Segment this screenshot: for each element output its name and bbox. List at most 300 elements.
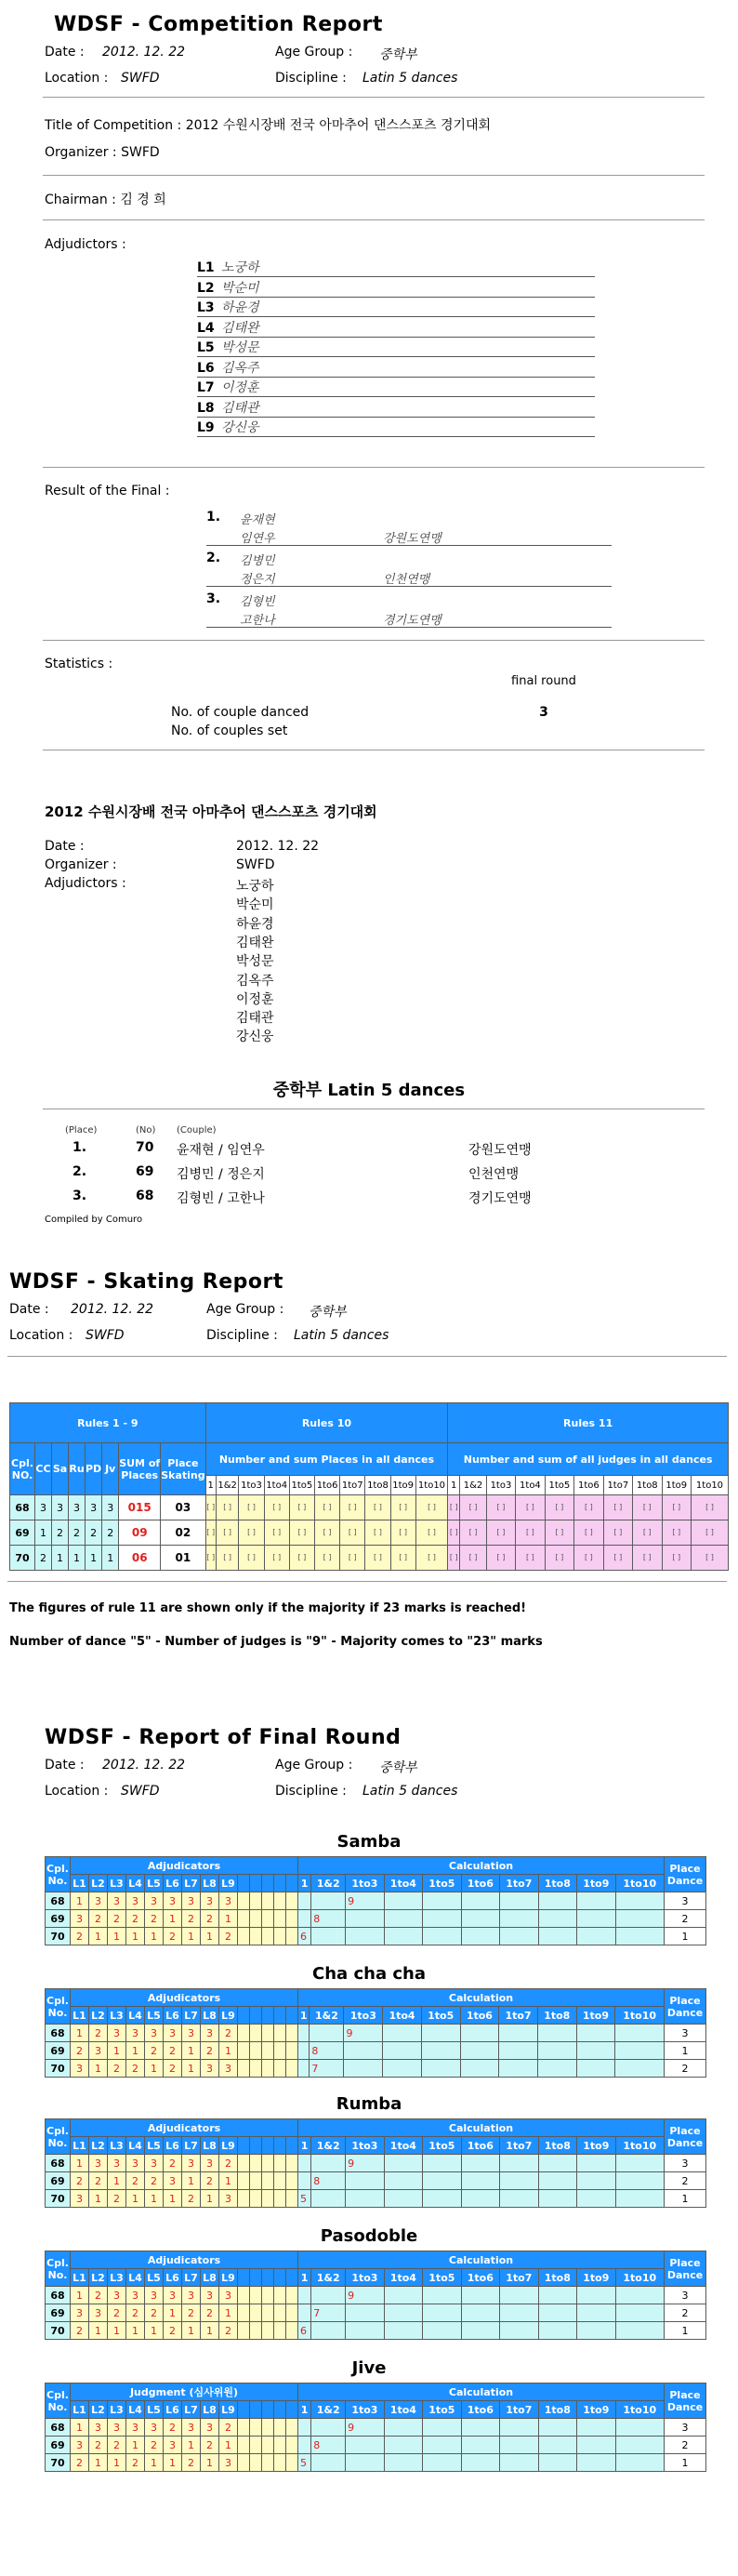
dance-row	[46, 2060, 706, 2078]
judge-mark: 1	[108, 2172, 126, 2190]
skating-dance-header: Ru	[69, 1443, 86, 1495]
rule10-cell: [ ]	[264, 1546, 289, 1571]
calc-col-header: 1to8	[538, 1875, 576, 1892]
calc-cell	[311, 2155, 346, 2172]
final-location-value: SWFD	[121, 1784, 160, 1799]
place-dance: 1	[665, 2042, 706, 2060]
judge-col-header: L4	[126, 2401, 145, 2419]
calc-cell	[298, 2042, 310, 2060]
result-club: 인천연맹	[383, 573, 430, 587]
calculation-header: Calculation	[298, 2383, 665, 2401]
skating-age-label: Age Group :	[206, 1302, 284, 1317]
calc-cell	[615, 2304, 664, 2322]
final-age-label: Age Group :	[275, 1758, 353, 1773]
judge-mark-empty	[250, 2190, 262, 2208]
calc-cell	[298, 2287, 311, 2304]
calc-cell	[460, 2025, 499, 2042]
calc-col-header: 1to9	[577, 2137, 615, 2155]
rule11-cell: [ ]	[692, 1520, 729, 1546]
judge-mark-empty	[250, 2287, 262, 2304]
rule10-col-header: 1to3	[239, 1476, 264, 1495]
rule10-cell: [ ]	[239, 1495, 264, 1520]
judge-col-header: L2	[89, 2401, 108, 2419]
judge-col-header: L4	[126, 2137, 145, 2155]
rule11-cell: [ ]	[460, 1520, 487, 1546]
summary-col-couple: (Couple)	[177, 1125, 217, 1135]
cpl-no: 68	[46, 1892, 71, 1910]
calc-cell	[423, 2287, 461, 2304]
summary-number: 70	[136, 1140, 154, 1155]
rule11-cell: [ ]	[574, 1520, 603, 1546]
skating-dance-place: 2	[35, 1546, 52, 1571]
summary-adjudicator-name: 노궁하	[236, 879, 274, 894]
calc-cell	[298, 1910, 311, 1928]
summary-organizer-value: SWFD	[236, 857, 275, 872]
result-place: 3.	[206, 591, 221, 606]
calc-cell	[346, 2172, 384, 2190]
summary-club: 강원도연맹	[468, 1143, 532, 1158]
judge-mark-empty	[274, 2042, 286, 2060]
skating-dance-place: 3	[52, 1495, 69, 1520]
calc-col-header: 1to9	[577, 2269, 615, 2287]
calc-cell	[423, 2190, 461, 2208]
judge-mark-empty	[262, 1892, 274, 1910]
calc-cell	[615, 2190, 664, 2208]
calc-col-header: 1to4	[384, 1875, 422, 1892]
judge-mark: 1	[89, 2060, 108, 2078]
judge-col-header: L5	[145, 2007, 164, 2025]
place-dance-header: Place Dance	[665, 1857, 706, 1892]
judge-mark-empty	[274, 1928, 286, 1945]
skating-cpl-no: 68	[10, 1495, 35, 1520]
calc-cell	[499, 2025, 538, 2042]
judge-mark: 3	[108, 2025, 126, 2042]
competition-report-title: WDSF - Competition Report	[54, 13, 383, 36]
judge-mark-empty	[250, 2454, 262, 2472]
judge-mark: 1	[145, 2454, 164, 2472]
judge-col-header: L4	[126, 1875, 145, 1892]
judge-mark-empty	[250, 2025, 262, 2042]
judge-mark-empty	[286, 2025, 298, 2042]
summary-number: 68	[136, 1188, 154, 1203]
judge-col-header: L7	[182, 2401, 201, 2419]
calc-cell	[538, 2304, 576, 2322]
date-value: 2012. 12. 22	[102, 45, 186, 60]
judge-mark: 2	[108, 2304, 126, 2322]
calc-col-header: 1to10	[615, 1875, 664, 1892]
judge-mark-empty	[238, 2155, 250, 2172]
result-lady: 고한나	[240, 614, 275, 628]
summary-adjudicator-name: 김태관	[236, 1011, 274, 1027]
calc-cell	[500, 2190, 538, 2208]
calc-value: 8	[311, 2172, 346, 2190]
adjudicator-name: 김태관	[221, 400, 259, 416]
calc-cell	[423, 2454, 461, 2472]
cpl-no-header: Cpl. No.	[46, 2119, 71, 2155]
calc-cell	[537, 2025, 576, 2042]
summary-col-no: (No)	[136, 1125, 156, 1135]
rule11-cell: [ ]	[516, 1546, 545, 1571]
adjudicator-row	[197, 318, 595, 338]
judge-mark: 3	[219, 2060, 238, 2078]
calc-col-header: 1to6	[461, 2137, 499, 2155]
final-discipline-value: Latin 5 dances	[362, 1784, 458, 1799]
rule11-cell: [ ]	[448, 1546, 460, 1571]
calc-col-header: 1to4	[383, 2007, 422, 2025]
judge-mark: 2	[219, 2025, 238, 2042]
summary-adjudicator-name: 이정훈	[236, 991, 274, 1007]
judge-mark-empty	[238, 2304, 250, 2322]
place-dance-header: Place Dance	[665, 2251, 706, 2287]
calc-cell	[577, 2155, 615, 2172]
judge-mark: 2	[201, 2042, 219, 2060]
judge-mark: 3	[126, 2155, 145, 2172]
result-club: 경기도연맹	[383, 614, 441, 628]
place-dance: 1	[665, 2322, 706, 2340]
rule11-cell: [ ]	[692, 1495, 729, 1520]
skating-dance-place: 1	[102, 1546, 119, 1571]
judge-col-header: L9	[219, 2401, 238, 2419]
rule11-cell: [ ]	[486, 1546, 515, 1571]
calc-cell	[423, 2155, 461, 2172]
discipline-value: Latin 5 dances	[362, 71, 458, 86]
adjudicator-code: L1	[197, 260, 215, 275]
rule10-cell: [ ]	[289, 1495, 314, 1520]
calc-cell	[344, 2042, 383, 2060]
judge-mark: 1	[164, 2454, 182, 2472]
judge-mark: 1	[126, 2042, 145, 2060]
calc-col-header: 1&2	[310, 2007, 344, 2025]
adjudicator-name: 김태완	[221, 320, 259, 336]
calc-value: 8	[310, 2042, 344, 2060]
judge-col-header: L1	[71, 2137, 89, 2155]
judge-mark: 1	[89, 1928, 108, 1945]
judge-col-empty	[238, 2137, 250, 2155]
judge-mark-empty	[262, 1928, 274, 1945]
dance-row	[46, 2437, 706, 2454]
skating-sum-places: 015	[119, 1495, 161, 1520]
skating-dance-place: 2	[102, 1520, 119, 1546]
calc-col-header: 1to4	[384, 2269, 422, 2287]
calc-col-header: 1to6	[461, 1875, 499, 1892]
judge-mark: 1	[219, 2172, 238, 2190]
rule10-cell: [ ]	[390, 1520, 415, 1546]
rule10-col-header: 1to8	[365, 1476, 390, 1495]
judge-mark-empty	[274, 2155, 286, 2172]
judge-mark: 1	[182, 2172, 201, 2190]
calc-cell	[311, 2190, 346, 2208]
judge-mark: 1	[201, 2322, 219, 2340]
skating-note-majority: Number of dance "5" - Number of judges is "9" - Majority comes to "23" marks	[9, 1635, 543, 1649]
calc-cell	[538, 1910, 576, 1928]
statistics-label: Statistics :	[45, 657, 113, 671]
chairman: Chairman : 김 경 희	[45, 193, 166, 207]
judge-col-empty	[250, 1875, 262, 1892]
judge-mark: 1	[89, 2454, 108, 2472]
calc-value: 9	[346, 2155, 384, 2172]
judge-mark: 1	[182, 2042, 201, 2060]
calc-cell	[577, 2190, 615, 2208]
skating-cpl-header: Cpl. NO.	[10, 1443, 35, 1495]
judge-mark-empty	[286, 2454, 298, 2472]
judge-mark: 3	[219, 1892, 238, 1910]
rule10-cell: [ ]	[239, 1546, 264, 1571]
adjudicator-name: 강신웅	[221, 420, 259, 435]
calc-value: 9	[346, 1892, 384, 1910]
calc-col-header: 1to10	[615, 2269, 664, 2287]
dance-row	[46, 2454, 706, 2472]
calc-cell	[423, 2437, 461, 2454]
judge-mark-empty	[262, 2454, 274, 2472]
stats-couples-set-value: 3	[539, 705, 548, 720]
skating-row	[10, 1495, 729, 1520]
skating-place-header: Place Skating	[161, 1443, 205, 1495]
calc-col-header: 1to4	[384, 2137, 422, 2155]
judge-mark: 2	[126, 2060, 145, 2078]
calc-cell	[500, 2419, 538, 2437]
summary-club: 경기도연맹	[468, 1191, 532, 1206]
calc-cell	[298, 2172, 311, 2190]
judge-col-header: L2	[89, 1875, 108, 1892]
calc-cell	[615, 2155, 664, 2172]
judge-col-header: L6	[164, 2269, 182, 2287]
adjudicators-header: Adjudicators	[71, 2251, 298, 2269]
dance-row	[46, 2419, 706, 2437]
skating-dance-place: 3	[102, 1495, 119, 1520]
judge-mark: 1	[71, 2419, 89, 2437]
skating-place: 03	[161, 1495, 205, 1520]
calc-cell	[500, 1928, 538, 1945]
rule10-cell: [ ]	[205, 1495, 216, 1520]
judge-mark: 3	[219, 2190, 238, 2208]
judge-mark-empty	[250, 2042, 262, 2060]
place-dance: 2	[665, 1910, 706, 1928]
judge-mark: 2	[89, 2025, 108, 2042]
organizer: Organizer : SWFD	[45, 145, 160, 160]
judge-mark: 3	[164, 2172, 182, 2190]
adjudicator-row	[197, 338, 595, 357]
judge-mark-empty	[286, 2060, 298, 2078]
calc-col-header: 1to5	[423, 2401, 461, 2419]
judge-mark: 1	[164, 2190, 182, 2208]
calc-col-header: 1to6	[461, 2401, 499, 2419]
judge-col-empty	[250, 2401, 262, 2419]
rule11-cell: [ ]	[448, 1520, 460, 1546]
judge-mark: 3	[219, 2287, 238, 2304]
calc-cell	[384, 2287, 422, 2304]
calc-cell	[577, 2419, 615, 2437]
judge-mark: 1	[89, 2190, 108, 2208]
final-round-report-title: WDSF - Report of Final Round	[45, 1726, 402, 1749]
adjudicator-code: L8	[197, 400, 215, 416]
judge-mark: 1	[108, 2042, 126, 2060]
dance-result-table	[45, 2383, 706, 2472]
rules-10-subheader: Number and sum Places in all dances	[205, 1443, 448, 1476]
summary-adjudicator-name: 김옥주	[236, 973, 274, 989]
cpl-no: 69	[46, 2172, 71, 2190]
summary-number: 69	[136, 1164, 154, 1179]
calc-cell	[577, 2172, 615, 2190]
judge-mark-empty	[262, 2304, 274, 2322]
final-date-value: 2012. 12. 22	[102, 1758, 186, 1773]
judge-mark: 3	[71, 2304, 89, 2322]
judge-col-empty	[262, 2401, 274, 2419]
calc-value: 6	[298, 2322, 311, 2340]
rule11-cell: [ ]	[574, 1495, 603, 1520]
judge-mark: 2	[108, 2190, 126, 2208]
place-dance-header: Place Dance	[665, 1989, 706, 2025]
summary-couple: 김형빈 / 고한나	[177, 1191, 265, 1206]
rule11-cell: [ ]	[516, 1495, 545, 1520]
rule10-cell: [ ]	[205, 1546, 216, 1571]
judge-mark: 3	[89, 2419, 108, 2437]
cpl-no: 70	[46, 1928, 71, 1945]
rule11-cell: [ ]	[662, 1520, 691, 1546]
judge-mark: 3	[126, 2287, 145, 2304]
judge-mark-empty	[238, 2172, 250, 2190]
summary-adjudicators-label: Adjudictors :	[45, 876, 126, 891]
judge-col-header: L4	[126, 2007, 145, 2025]
judge-mark: 2	[201, 2304, 219, 2322]
calc-col-header: 1to5	[423, 2137, 461, 2155]
judge-mark: 3	[89, 2304, 108, 2322]
judge-mark: 3	[201, 2025, 219, 2042]
rule11-cell: [ ]	[460, 1546, 487, 1571]
judge-mark: 1	[108, 1928, 126, 1945]
judge-mark: 2	[145, 2042, 164, 2060]
judge-mark-empty	[238, 2060, 250, 2078]
judge-col-header: L3	[108, 2401, 126, 2419]
judge-mark: 2	[219, 2322, 238, 2340]
rule11-cell: [ ]	[545, 1520, 573, 1546]
calc-cell	[538, 2287, 576, 2304]
calc-cell	[384, 1892, 422, 1910]
judge-mark: 2	[89, 1910, 108, 1928]
calc-cell	[461, 1928, 499, 1945]
summary-place: 2.	[72, 1164, 87, 1179]
calc-cell	[538, 2155, 576, 2172]
judge-mark: 2	[89, 2437, 108, 2454]
judge-mark-empty	[262, 2060, 274, 2078]
calc-cell	[460, 2060, 499, 2078]
cpl-no: 68	[46, 2287, 71, 2304]
calc-value: 9	[346, 2419, 384, 2437]
rule11-cell: [ ]	[662, 1495, 691, 1520]
judge-mark: 2	[126, 2172, 145, 2190]
rule11-col-header: 1to10	[692, 1476, 729, 1495]
calc-value: 5	[298, 2190, 311, 2208]
rule10-cell: [ ]	[289, 1546, 314, 1571]
place-dance-header: Place Dance	[665, 2119, 706, 2155]
judge-mark: 3	[164, 2437, 182, 2454]
rule11-col-header: 1to3	[486, 1476, 515, 1495]
rule10-cell: [ ]	[390, 1546, 415, 1571]
calc-col-header: 1to5	[423, 2269, 461, 2287]
judge-mark-empty	[262, 2287, 274, 2304]
calc-cell	[537, 2060, 576, 2078]
adjudicator-row	[197, 258, 595, 277]
judge-col-empty	[262, 2007, 274, 2025]
judge-mark: 3	[201, 1892, 219, 1910]
judge-mark-empty	[274, 1892, 286, 1910]
rules-1-9-header: Rules 1 - 9	[10, 1403, 206, 1443]
judge-mark: 2	[108, 2060, 126, 2078]
judge-col-header: L8	[201, 1875, 219, 1892]
judge-mark: 2	[145, 2437, 164, 2454]
judge-mark: 1	[219, 2042, 238, 2060]
judge-mark-empty	[286, 2322, 298, 2340]
judge-mark-empty	[274, 2437, 286, 2454]
cpl-no: 70	[46, 2454, 71, 2472]
rule10-col-header: 1to4	[264, 1476, 289, 1495]
calc-cell	[500, 1892, 538, 1910]
calc-col-header: 1to7	[500, 1875, 538, 1892]
cpl-no: 70	[46, 2322, 71, 2340]
judge-mark: 2	[219, 1928, 238, 1945]
calc-value: 7	[311, 2304, 346, 2322]
calc-cell	[298, 1892, 311, 1910]
judge-mark: 3	[201, 2060, 219, 2078]
calc-cell	[346, 2190, 384, 2208]
judge-col-header: L5	[145, 2401, 164, 2419]
calc-col-header: 1to7	[500, 2269, 538, 2287]
adjudicator-code: L4	[197, 320, 215, 336]
skating-table	[9, 1402, 729, 1571]
stats-couples-danced-label: No. of couple danced	[171, 705, 310, 720]
judge-mark: 2	[71, 2454, 89, 2472]
judge-col-header: L9	[219, 2269, 238, 2287]
place-dance: 2	[665, 2304, 706, 2322]
calc-cell	[460, 2042, 499, 2060]
judge-mark-empty	[262, 2042, 274, 2060]
calc-cell	[461, 2322, 499, 2340]
judge-mark: 2	[164, 2322, 182, 2340]
calc-cell	[615, 2437, 664, 2454]
calc-cell	[500, 2172, 538, 2190]
calc-col-header: 1to8	[537, 2007, 576, 2025]
judge-mark: 3	[201, 2287, 219, 2304]
adjudicators-header: Judgment (심사위원)	[71, 2383, 298, 2401]
calc-col-header: 1to7	[500, 2401, 538, 2419]
calc-cell	[346, 2322, 384, 2340]
judge-col-header: L9	[219, 2007, 238, 2025]
calc-cell	[615, 2322, 664, 2340]
calculation-header: Calculation	[298, 1857, 665, 1875]
calc-cell	[538, 2454, 576, 2472]
calc-cell	[615, 1910, 664, 1928]
judge-col-header: L7	[182, 2137, 201, 2155]
stats-couples-set-label: No. of couples set	[171, 724, 288, 738]
skating-sum-places: 09	[119, 1520, 161, 1546]
judge-col-header: L7	[182, 2269, 201, 2287]
dance-row	[46, 2155, 706, 2172]
judge-mark-empty	[238, 2287, 250, 2304]
dance-row	[46, 2042, 706, 2060]
calc-col-header: 1to3	[346, 1875, 384, 1892]
judge-col-header: L6	[164, 2401, 182, 2419]
rule10-col-header: 1to10	[415, 1476, 448, 1495]
judge-mark: 1	[201, 2190, 219, 2208]
calc-cell	[577, 1910, 615, 1928]
calc-cell	[461, 1892, 499, 1910]
calc-cell	[615, 1892, 664, 1910]
skating-dance-header: CC	[35, 1443, 52, 1495]
rule11-cell: [ ]	[603, 1546, 632, 1571]
dance-title: Pasodoble	[320, 2226, 418, 2246]
judge-mark: 2	[89, 2172, 108, 2190]
age-group-label: Age Group :	[275, 45, 353, 60]
adjudicator-row	[197, 278, 595, 298]
